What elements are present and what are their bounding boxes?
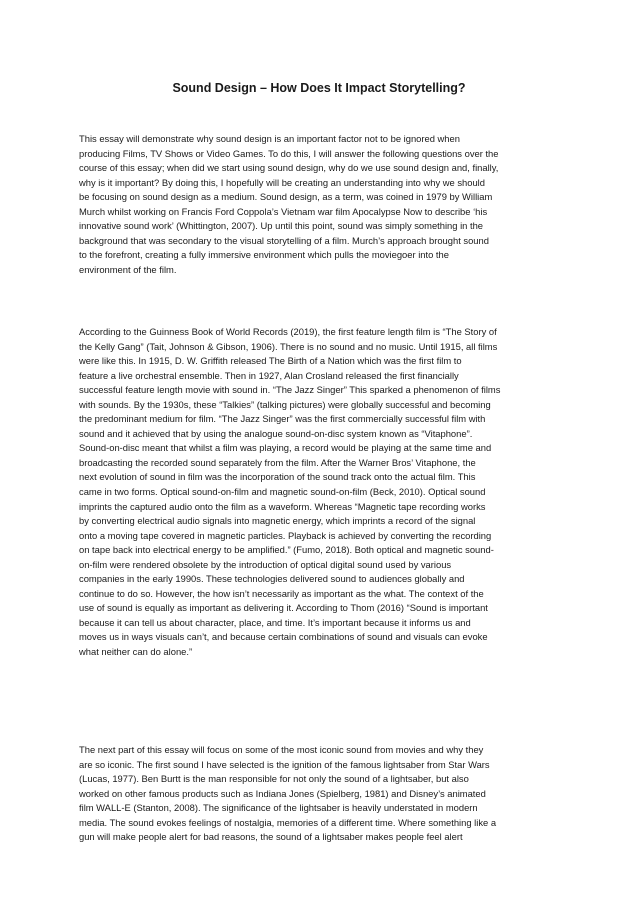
text-line: why is it important? By doing this, I hopefully will be creating an understanding into why we should <box>79 176 485 188</box>
text-line: gun will make people alert for bad reasons, the sound of a lightsaber makes people feel alert <box>79 831 463 843</box>
text-line: moves us in ways visuals can’t, and because certain combinations of sound and visuals can evoke <box>79 631 488 643</box>
text-line: to the forefront, creating a fully immersive environment which pulls the moviegoer into the <box>79 249 449 261</box>
text-line: worked on other famous products such as Indiana Jones (Spielberg, 1981) and Disney’s animated <box>79 787 486 799</box>
text-line: with sounds. By the 1930s, these “Talkies” (talking pictures) were globally successful and becoming <box>79 398 491 410</box>
text-line: because it can tell us about character, place, and time. It’s important because it informs us and <box>79 616 471 628</box>
text-line: environment of the film. <box>79 263 177 275</box>
text-line: feature a live orchestral ensemble. Then in 1927, Alan Crosland released the first financially <box>79 369 459 381</box>
text-line: sound and it achieved that by using the analogue sound-on-disc system known as “Vitaphone”. <box>79 427 473 439</box>
text-line: The next part of this essay will focus on some of the most iconic sound from movies and why they <box>79 744 484 755</box>
text-line: background that was secondary to the visual storytelling of a film. Murch’s approach brought sound <box>79 234 489 246</box>
text-line: on-film were rendered obsolete by the introduction of optical digital sound used by various <box>79 558 452 570</box>
document-title: Sound Design – How Does It Impact Storytelling? <box>172 81 466 95</box>
text-line: (Lucas, 1977). Ben Burtt is the man responsible for not only the sound of a lightsaber, but also <box>79 773 469 785</box>
text-line: onto a moving tape covered in magnetic particles. Playback is achieved by converting the recording <box>79 529 492 541</box>
text-line: by converting electrical audio signals into magnetic energy, which imprints a record of the signal <box>79 515 476 527</box>
paragraph-introduction <box>79 132 563 277</box>
text-line: According to the Guinness Book of World Records (2019), the first feature length film is “The Story of <box>79 326 497 337</box>
text-line: Murch whilst working on Francis Ford Coppola’s Vietnam war film Apocalypse Now to describe ‘his <box>79 205 488 217</box>
text-line: media. The sound evokes feelings of nostalgia, memories of a different time. Where something like a <box>79 816 497 828</box>
text-line: successful feature length movie with sound in. “The Jazz Singer” This sparked a phenomenon of films <box>79 384 501 396</box>
text-line: course of this essay; when did we start using sound design, why do we use sound design and, finally, <box>79 162 499 174</box>
text-line: film WALL-E (Stanton, 2008). The significance of the lightsaber is heavily understated in modern <box>79 802 478 814</box>
text-line: the predominant medium for film. “The Jazz Singer” was the first commercially successful film with <box>79 413 486 425</box>
text-line: producing Films, TV Shows or Video Games. To do this, I will answer the following questions over the <box>79 147 499 159</box>
paragraph-iconic-sounds <box>79 743 563 845</box>
text-line: were like this. In 1915, D. W. Griffith released The Birth of a Nation which was the first film to <box>79 355 462 367</box>
text-line: broadcasting the recorded sound separately from the film. After the Warner Bros’ Vitaphone, the <box>79 456 476 468</box>
text-line: continue to do so. However, the how isn’t necessarily as important as the what. The context of the <box>79 587 484 599</box>
text-line: what neither can do alone.” <box>79 646 193 658</box>
text-line: are so iconic. The first sound I have selected is the ignition of the famous lightsaber from Star Wars <box>79 758 490 770</box>
text-line: innovative sound work’ (Whittington, 2007). Up until this point, sound was simply something in the <box>79 220 484 232</box>
text-line: next evolution of sound in film was the incorporation of the sound track onto the actual film. This <box>79 471 476 483</box>
paragraph-history <box>79 325 563 660</box>
text-line: came in two forms. Optical sound-on-film and magnetic sound-on-film (Beck, 2010). Optical sound <box>79 486 486 498</box>
text-line: This essay will demonstrate why sound design is an important factor not to be ignored when <box>79 133 460 144</box>
text-line: be focusing on sound design as a medium. Sound design, as a term, was coined in 1979 by William <box>79 191 493 203</box>
text-line: Sound-on-disc meant that whilst a film was playing, a record would be playing at the same time and <box>79 442 492 454</box>
text-line: imprints the captured audio onto the film as a waveform. Whereas “Magnetic tape recording works <box>79 500 486 512</box>
text-line: on tape back into electrical energy to be amplified.” (Fumo, 2018). Both optical and magnetic sound- <box>79 544 494 556</box>
text-line: the Kelly Gang” (Tait, Johnson & Gibson, 1906). There is no sound and no music. Until 1915, all films <box>79 340 498 352</box>
text-line: companies in the early 1990s. These technologies delivered sound to audiences globally and <box>79 573 465 585</box>
text-line: use of sound is equally as important as delivering it. According to Thom (2016) “Sound is important <box>79 602 488 614</box>
